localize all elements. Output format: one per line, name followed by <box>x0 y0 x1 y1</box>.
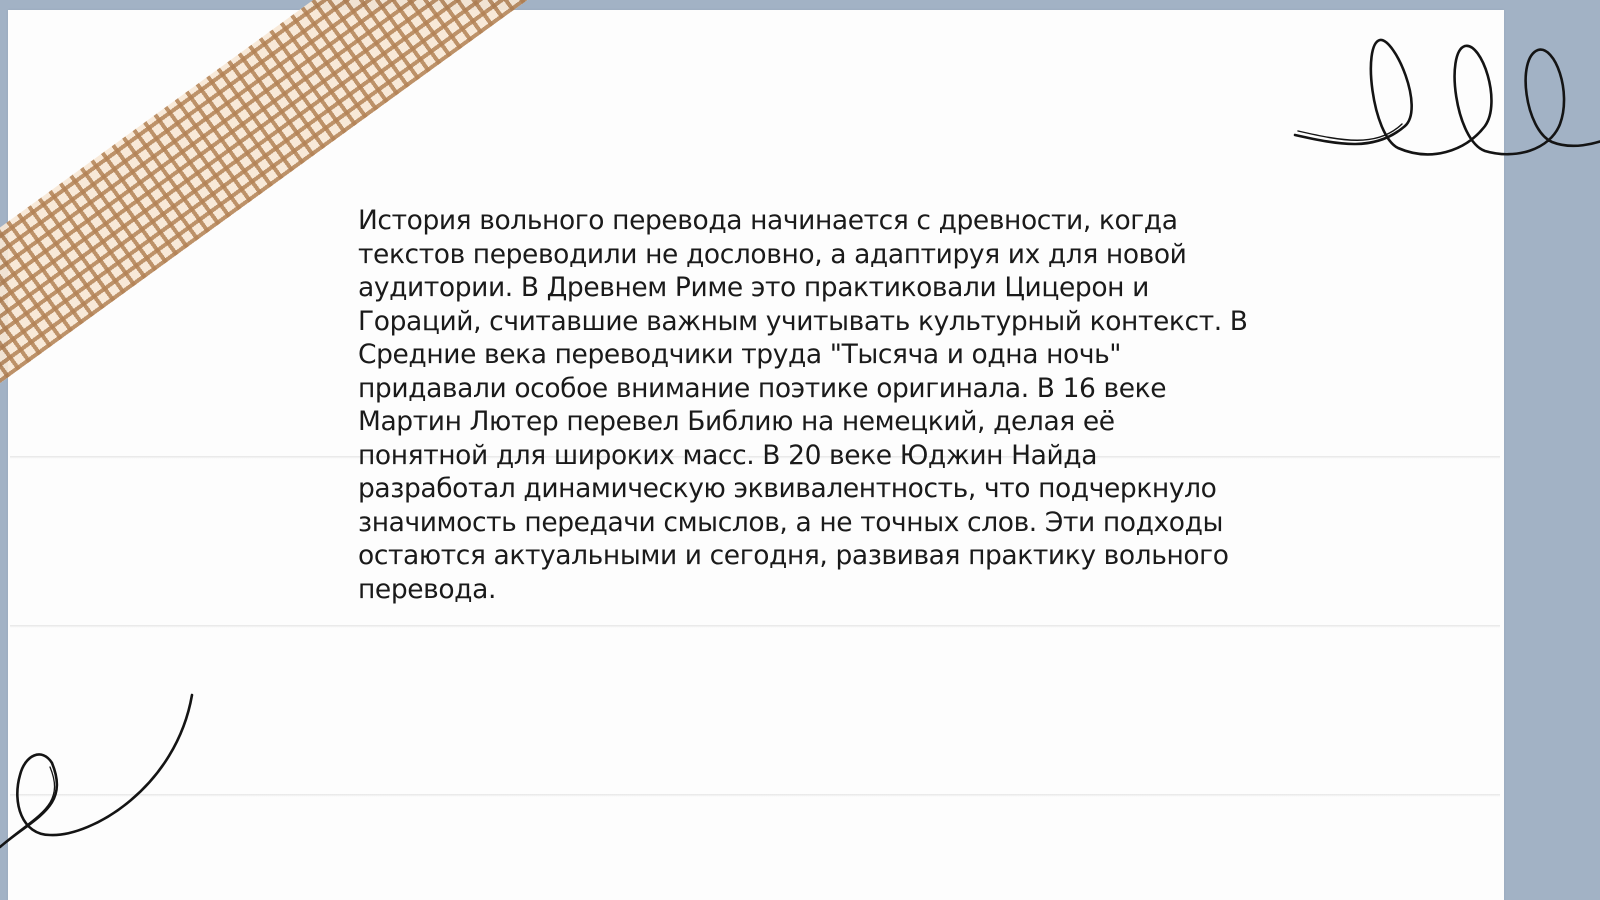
loop-scribble-doodle <box>1280 30 1600 170</box>
paper-fold-line <box>10 794 1500 797</box>
curl-scribble-doodle <box>0 695 200 855</box>
paper-fold-line <box>10 625 1500 628</box>
body-text: История вольного перевода начинается с древности, когда текстов переводили не дословно, а адаптируя их для новой аудитории. В Древнем Риме это практиковали Цицерон и Гораций, считавшие важным учитывать культурный контекст. В Средние века переводчики труда "Тысяча и одна ночь" придавали особое внимание поэтике оригинала. В 16 веке Мартин Лютер перевел Библию на немецкий, делая её понятной для широких масс. В 20 веке Юджин Найда разработал динамическую эквивалентность, что подчеркнуло значимость передачи смыслов, а не точных слов. Эти подходы остаются актуальными и сегодня, развивая практику вольного перевода. <box>358 205 1248 605</box>
